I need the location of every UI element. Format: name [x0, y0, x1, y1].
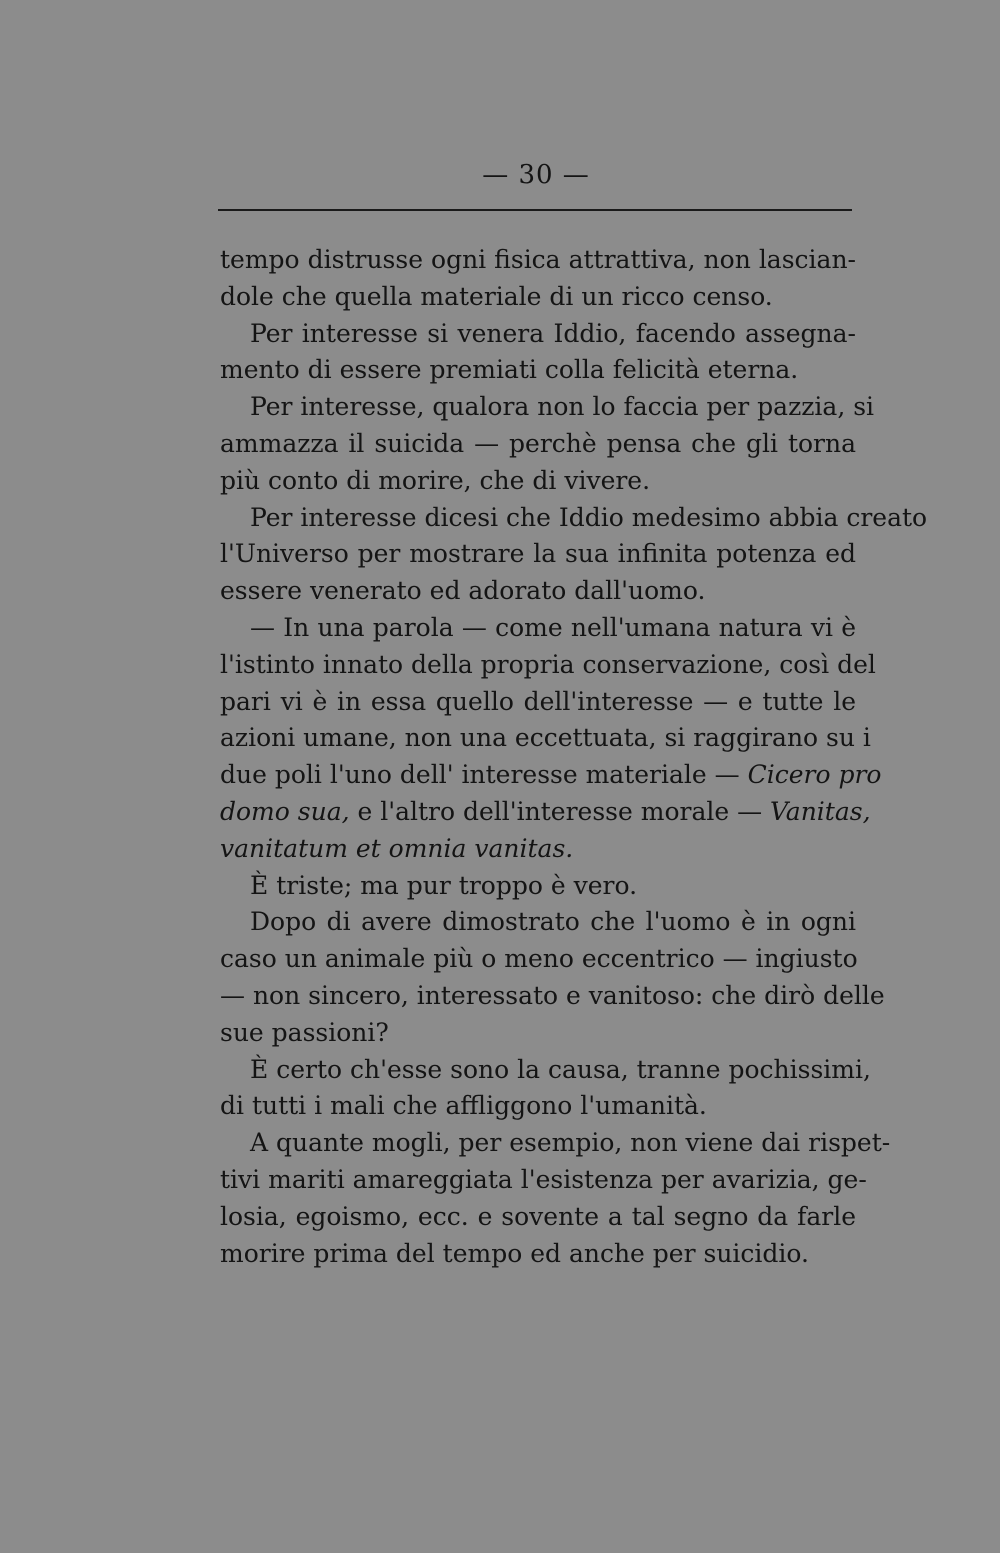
text-line: morire prima del tempo ed anche per suicidio. [220, 1238, 809, 1268]
text-line: Per interesse dicesi che Iddio medesimo abbia creato [250, 502, 928, 532]
text-line [220, 757, 882, 794]
text-line: È certo ch'esse sono la causa, tranne pochissimi, [250, 1054, 871, 1084]
text-line: l'istinto innato della propria conservazione, così del [220, 649, 876, 679]
text-line: caso un animale più o meno eccentrico — ingiusto [220, 944, 858, 974]
italic-phrase: Vanitas, [770, 796, 871, 826]
text-line: mento di essere premiati colla felicità eterna. [220, 355, 799, 385]
text-line: Dopo di avere dimostrato che l'uomo è in ogni [250, 907, 856, 937]
text-line: sue passioni? [220, 1017, 389, 1047]
text-line [220, 794, 871, 831]
header-rule [218, 209, 852, 211]
text-line: tivi mariti amareggiata l'esistenza per avarizia, ge- [220, 1164, 867, 1194]
text-line: l'Universo per mostrare la sua infinita potenza ed [220, 539, 856, 569]
page-number: — 30 — [482, 160, 590, 190]
text-line: — In una parola — come nell'umana natura vi è [250, 612, 856, 642]
text-line: ammazza il suicida — perchè pensa che gli torna [220, 428, 856, 458]
text-line: più conto di morire, che di vivere. [220, 465, 651, 495]
text-line: tempo distrusse ogni fisica attrattiva, non lascian- [220, 245, 856, 274]
text-segment: e l'altro dell'interesse morale — [349, 796, 771, 826]
text-line: — non sincero, interessato e vanitoso: che dirò delle [220, 980, 885, 1010]
italic-phrase: Cicero pro [747, 760, 882, 790]
text-line: di tutti i mali che affliggono l'umanità. [220, 1091, 707, 1121]
text-line: pari vi è in essa quello dell'interesse — e tutte le [220, 686, 856, 716]
text-segment: due poli l'uno dell' interesse materiale — [220, 760, 748, 790]
italic-phrase: domo sua, [220, 796, 350, 826]
body-text [220, 242, 928, 1272]
text-line: Per interesse, qualora non lo faccia per pazzia, si [250, 392, 875, 422]
text-line: losia, egoismo, ecc. e sovente a tal segno da farle [220, 1201, 856, 1231]
text-line: dole che quella materiale di un ricco censo. [220, 281, 773, 311]
italic-phrase: vanitatum et omnia vanitas. [220, 833, 574, 863]
text-line: A quante mogli, per esempio, non viene dai rispet- [250, 1128, 891, 1158]
text-line [220, 831, 856, 868]
text-line: essere venerato ed adorato dall'uomo. [220, 576, 706, 606]
text-line: È triste; ma pur troppo è vero. [250, 870, 638, 900]
text-line: Per interesse si venera Iddio, facendo assegna- [250, 318, 856, 348]
text-line: azioni umane, non una eccettuata, si raggirano su i [220, 723, 871, 753]
